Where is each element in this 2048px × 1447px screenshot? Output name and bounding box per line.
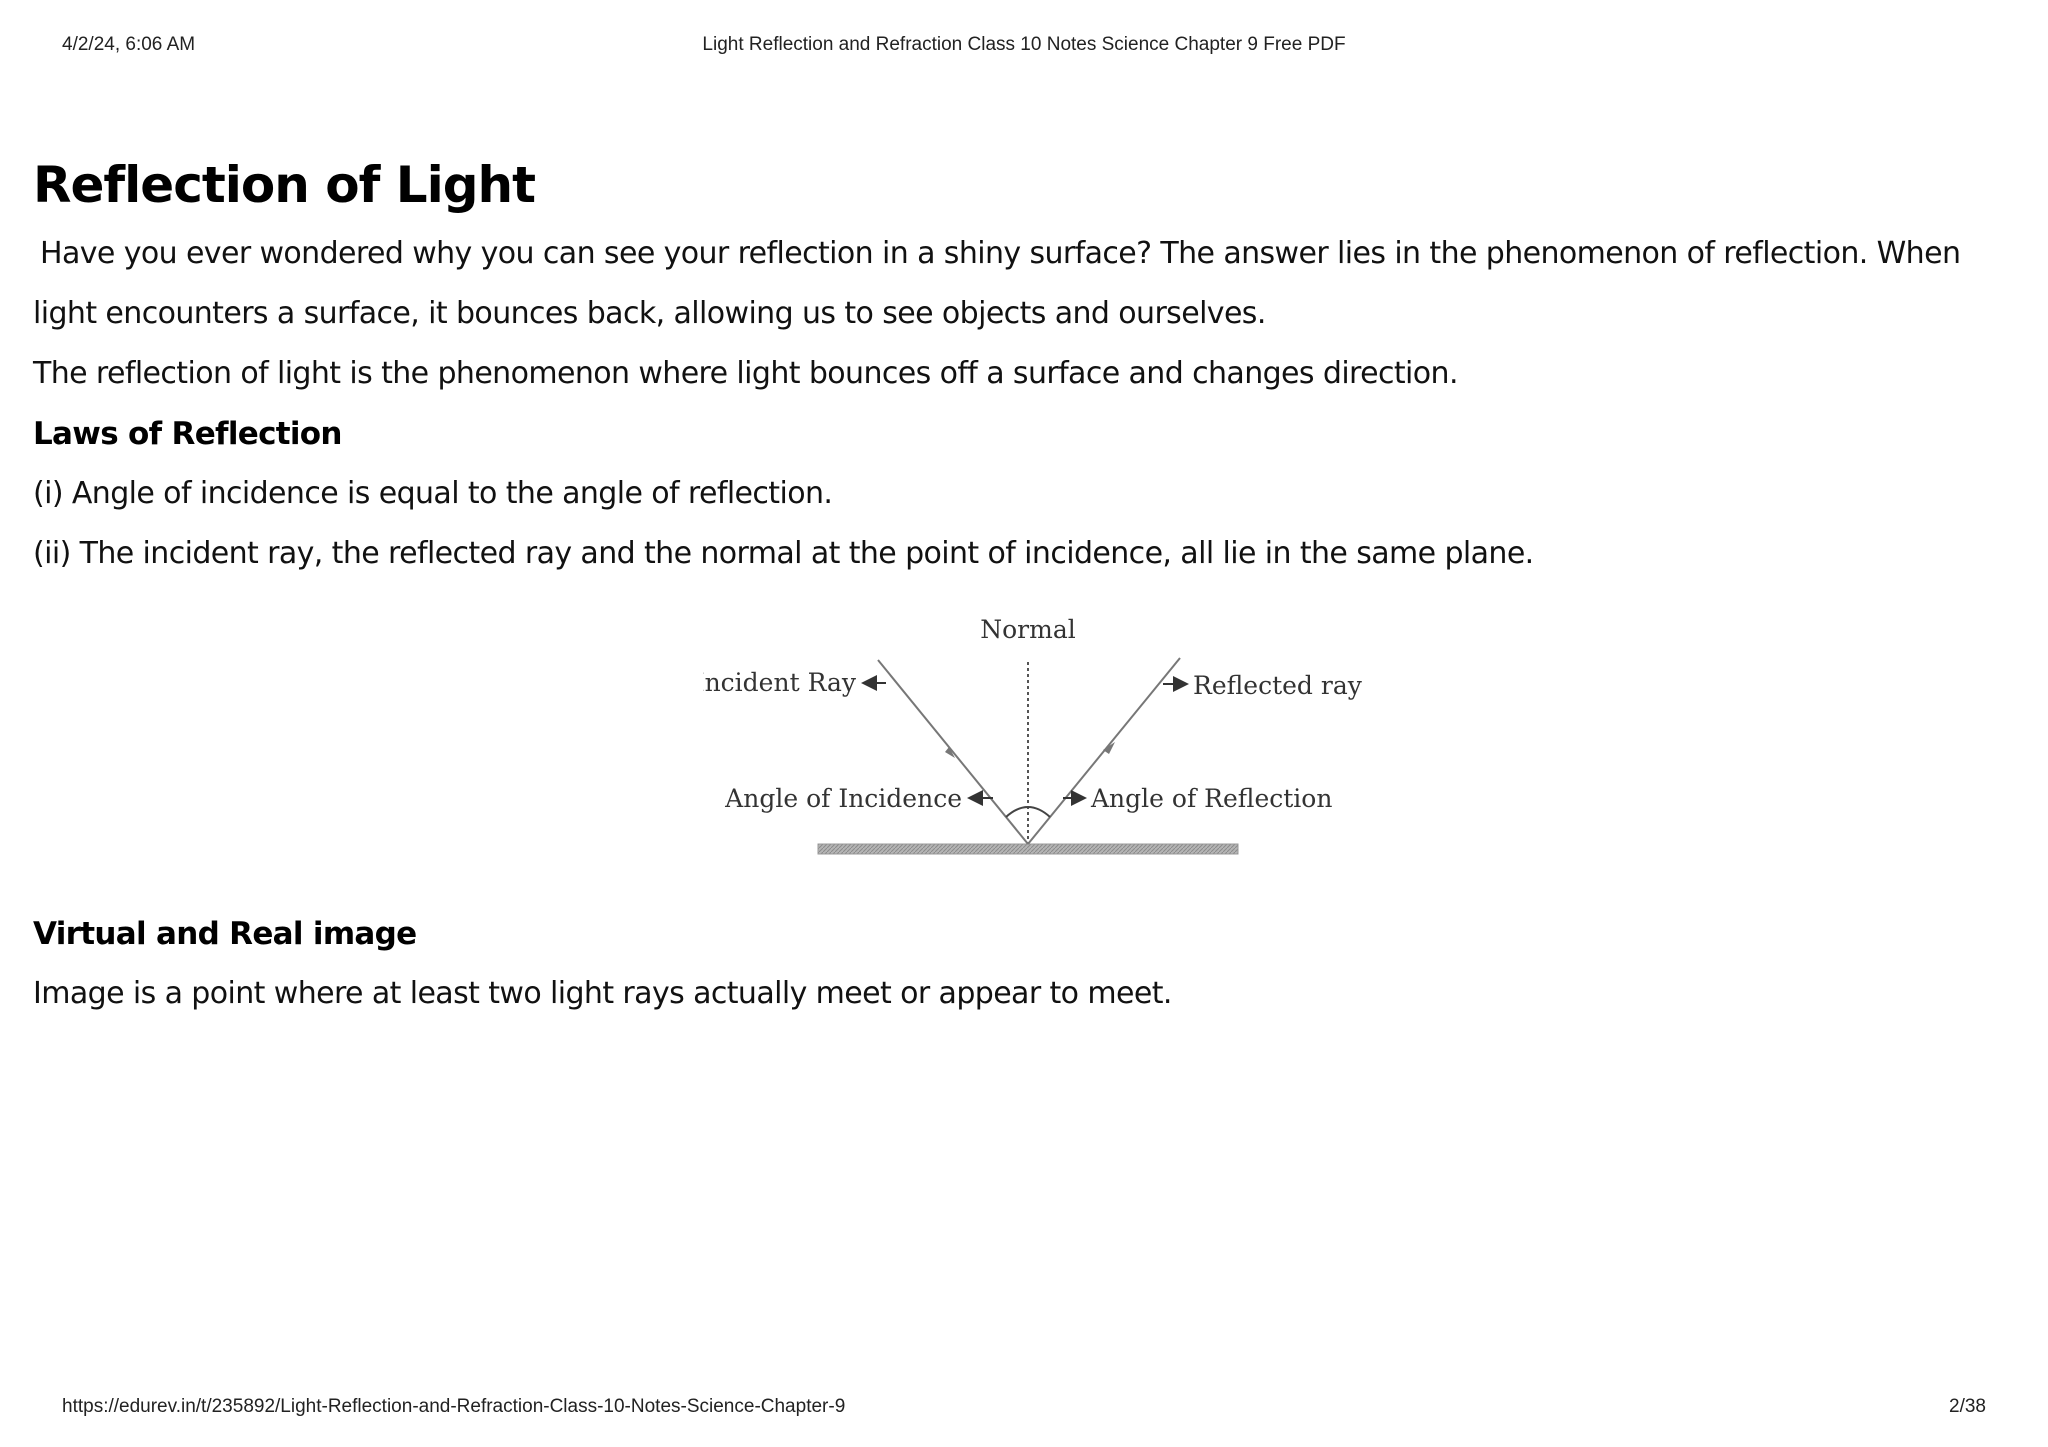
mirror-surface	[818, 844, 1238, 854]
reflected-ray-line	[1028, 658, 1180, 844]
print-page-title: Light Reflection and Refraction Class 10 Notes Science Chapter 9 Free PDF	[702, 34, 1346, 55]
reflected-ray-label: Reflected ray	[1193, 671, 1362, 700]
print-header	[62, 34, 1986, 58]
print-url: https://edurev.in/t/235892/Light-Reflection-and-Refraction-Class-10-Notes-Science-Chapter-9	[62, 1396, 846, 1417]
figure-container	[33, 584, 2013, 904]
intro-paragraph: Have you ever wondered why you can see your reflection in a shiny surface? The answer lies in the phenomenon of reflection. When light encounters a surface, it bounces back, allowing us to see objects and ourselves.	[33, 236, 1961, 331]
law-item-2: (ii) The incident ray, the reflected ray and the normal at the point of incidence, all lie in the same plane.	[33, 536, 1534, 571]
definition-paragraph: The reflection of light is the phenomenon where light bounces off a surface and changes direction.	[33, 356, 1458, 391]
incident-ray-label: Incident Ray	[703, 668, 856, 697]
print-page-number: 2/38	[1949, 1396, 1986, 1417]
image-definition-paragraph: Image is a point where at least two light rays actually meet or appear to meet.	[33, 976, 1172, 1011]
angle-reflection-label: Angle of Reflection	[1091, 784, 1333, 813]
print-datetime: 4/2/24, 6:06 AM	[62, 34, 196, 55]
virtual-real-heading: Virtual and Real image	[33, 916, 417, 952]
angle-incidence-label: Angle of Incidence	[725, 784, 962, 813]
reflection-diagram	[703, 612, 1403, 892]
laws-heading: Laws of Reflection	[33, 416, 342, 452]
law-item-1: (i) Angle of incidence is equal to the angle of reflection.	[33, 476, 833, 511]
section-heading: Reflection of Light	[33, 156, 536, 214]
normal-label: Normal	[980, 615, 1076, 644]
reflection-diagram-svg	[703, 612, 1403, 892]
article-content	[33, 150, 2013, 1024]
print-footer	[62, 1396, 1986, 1420]
